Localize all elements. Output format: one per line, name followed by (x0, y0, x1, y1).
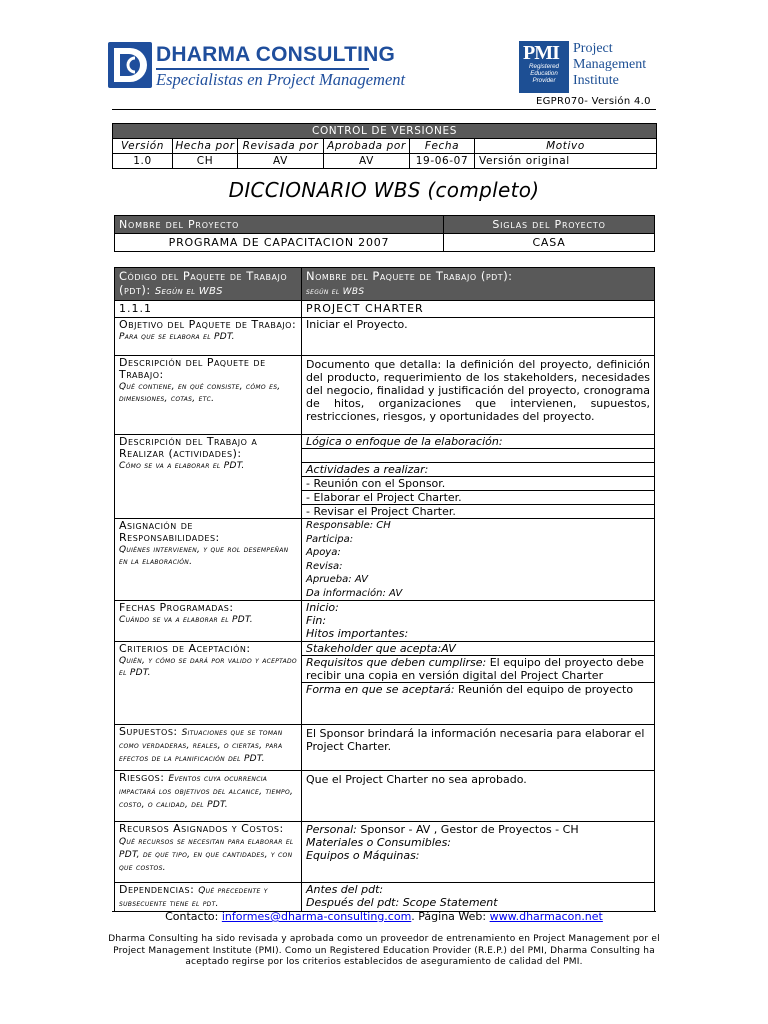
descripcion-label: Descripción del Paquete de Trabajo: (119, 356, 266, 381)
descripcion-value: Documento que detalla: la definición del proyecto, definición del producto, requerimiento de los stakeholders, necesidades del negocio, finalidad y justificación del proyecto, cronograma de hitos, organizaciones que intervienen, supuestos, restricciones, riesgos, y oportunidades del proyecto. (302, 356, 655, 435)
dependencias-label-cell (115, 883, 302, 912)
website-link[interactable]: www.dharmacon.net (489, 910, 603, 923)
wbs-code-header-sub: Según el WBS (154, 286, 223, 297)
dependencias-despues: Después del pdt: Scope Statement (306, 896, 498, 909)
version-header: Versión (113, 139, 173, 154)
fechas-desc: Cuándo se va a elaborar el PDT. (119, 615, 253, 625)
trabajo-label: Descripción del Trabajo a Realizar (actividades): (119, 435, 258, 460)
wbs-name-header-sub: según el WBS (306, 287, 365, 297)
criterios-forma-label: Forma en que se aceptará: (306, 683, 455, 696)
riesgos-value: Que el Project Charter no sea aprobado. (302, 771, 655, 822)
asignacion-desc: Quiénes intervienen, y que rol desempeñan en la elaboración. (119, 545, 289, 567)
wbs-code-header-label: Código del Paquete de Trabajo (pdt): (119, 269, 288, 297)
project-name-label: Nombre del Proyecto (115, 216, 444, 234)
fechas-label-cell (115, 601, 302, 642)
criterios-label: Criterios de Aceptación: (119, 642, 251, 655)
asignacion-label: Asignación de Responsabilidades: (119, 519, 220, 544)
asignacion-item: Responsable: CH (306, 520, 391, 531)
company-tagline: Especialistas en Project Management (156, 70, 406, 89)
recursos-label: Recursos Asignados y Costos: (119, 822, 284, 835)
criterios-stakeholder: Stakeholder que acepta:AV (302, 642, 654, 656)
dependencias-value-cell (302, 883, 655, 912)
asignacion-item: Apoya: (306, 547, 341, 558)
criterios-requisitos-value: El equipo del proyecto debe recibir una copia en versión digital del Project Charter (306, 656, 644, 682)
trabajo-item: - Reunión con el Sponsor. (302, 477, 654, 491)
criterios-value-cell (302, 642, 655, 725)
supuestos-label: Supuestos: (119, 725, 178, 738)
wbs-code-header (115, 268, 302, 301)
trabajo-value-cell (302, 435, 655, 519)
recursos-materiales: Materiales o Consumibles: (306, 836, 452, 849)
pmi-name-line: Institute (573, 73, 619, 88)
dependencias-antes: Antes del pdt: (306, 883, 384, 896)
trabajo-logica: Lógica o enfoque de la elaboración: (302, 435, 654, 449)
recursos-desc: Qué recursos se necesitan para elaborar el PDT, de que tipo, en que cantidades, y con que costos. (119, 837, 294, 873)
pmi-name (573, 41, 646, 89)
fechas-value-cell (302, 601, 655, 642)
trabajo-item: - Revisar el Project Charter. (306, 505, 456, 518)
objetivo-value: Iniciar el Proyecto. (302, 318, 655, 356)
dependencias-label: Dependencias: (119, 883, 195, 896)
recursos-personal-value: Sponsor - AV , Gestor de Proyectos - CH (356, 823, 579, 836)
pmi-name-line: Project (573, 41, 613, 56)
version-cell: Versión original (475, 154, 657, 169)
criterios-label-cell (115, 642, 302, 725)
version-header: Motivo (475, 139, 657, 154)
version-header: Hecha por (173, 139, 238, 154)
version-cell: AV (238, 154, 324, 169)
riesgos-label: Riesgos: (119, 771, 165, 784)
project-name: PROGRAMA DE CAPACITACION 2007 (115, 234, 444, 252)
wbs-name-header-label: Nombre del Paquete de Trabajo (pdt): (306, 269, 513, 283)
version-cell: 19-06-07 (410, 154, 475, 169)
version-control-table (112, 123, 657, 169)
version-header: Aprobada por (324, 139, 410, 154)
asignacion-label-cell (115, 519, 302, 601)
version-header: Fecha (410, 139, 475, 154)
version-control-title: CONTROL DE VERSIONES (113, 124, 657, 139)
pmi-logo (519, 41, 659, 93)
recursos-personal (306, 823, 650, 836)
criterios-requisitos (302, 656, 654, 683)
fechas-item: Inicio: (306, 601, 339, 614)
wbs-name: PROJECT CHARTER (302, 301, 655, 318)
pmi-name-line: Management (573, 57, 647, 72)
wbs-dictionary-table (114, 267, 655, 912)
fechas-item: Hitos importantes: (306, 627, 409, 640)
descripcion-label-cell (115, 356, 302, 435)
recursos-equipos: Equipos o Máquinas: (306, 849, 420, 862)
fechas-label: Fechas Programadas: (119, 601, 234, 614)
objetivo-label-cell (115, 318, 302, 356)
fechas-item: Fin: (306, 614, 327, 627)
company-name: DHARMA CONSULTING (156, 43, 396, 66)
criterios-requisitos-label: Requisitos que deben cumplirse: (306, 656, 487, 669)
objetivo-desc: Para que se elabora el PDT. (119, 332, 235, 342)
page-title: DICCIONARIO WBS (completo) (228, 178, 540, 202)
trabajo-actividades: Actividades a realizar: (302, 463, 654, 477)
web-label: . Página Web: (411, 910, 487, 923)
document-code: EGPR070- Versión 4.0 (536, 96, 651, 107)
riesgos-desc: Eventos cuya ocurrencia impactará los objetivos del alcance, tiempo, costo, o calidad, del PDT. (119, 774, 294, 810)
dependencias-desc: Qué precedente y subsecuente tiene el pdt. (119, 886, 268, 909)
trabajo-desc: Cómo se va a elaborar el PDT. (119, 461, 245, 471)
pmi-badge-text: Registered Education Provider (529, 63, 559, 84)
dharma-consulting-logo (108, 42, 406, 90)
header-divider (112, 109, 656, 110)
supuestos-label-cell (115, 725, 302, 771)
riesgos-label-cell (115, 771, 302, 822)
footer-disclaimer: Dharma Consulting ha sido revisada y aprobada como un proveedor de entrenamiento en Project Management por el Project Management Institute (PMI). Como un Registered Education Provider (R.E.P.) del PMI, Dharma Consulting ha aceptado regirse por los criterios establecidos de aseguramiento de calidad del PMI. (108, 934, 660, 967)
project-code-label: Siglas del Proyecto (444, 216, 655, 234)
footer-contact (0, 910, 768, 923)
version-cell: CH (173, 154, 238, 169)
asignacion-item: Aprueba: AV (306, 574, 368, 585)
supuestos-desc: Situaciones que se toman como verdaderas, reales, o ciertas, para efectos de la planificación del PDT. (119, 728, 283, 764)
objetivo-label: Objetivo del Paquete de Trabajo: (119, 318, 297, 331)
criterios-forma (302, 683, 654, 696)
trabajo-blank (302, 449, 654, 463)
recursos-value-cell (302, 822, 655, 883)
version-cell: AV (324, 154, 410, 169)
version-header: Revisada por (238, 139, 324, 154)
criterios-forma-value: Reunión del equipo de proyecto (454, 683, 634, 696)
pmi-mark: PMI (523, 42, 559, 64)
version-cell: 1.0 (113, 154, 173, 169)
wbs-code: 1.1.1 (115, 301, 302, 318)
asignacion-item: Revisa: (306, 560, 343, 572)
recursos-label-cell (115, 822, 302, 883)
asignacion-value-cell (302, 519, 655, 601)
contact-email-link[interactable]: informes@dharma-consulting.com (221, 910, 412, 923)
criterios-desc: Quién, y cómo se dará por valido y aceptado el PDT. (119, 656, 297, 678)
wbs-name-header (302, 268, 655, 301)
asignacion-item: Participa: (306, 533, 354, 545)
supuestos-value: El Sponsor brindará la información necesaria para elaborar el Project Charter. (302, 725, 655, 771)
recursos-personal-label: Personal: (306, 823, 357, 836)
trabajo-label-cell (115, 435, 302, 519)
pmi-badge (519, 41, 569, 93)
contact-label: Contacto: (165, 910, 219, 923)
dharma-logo-mark-icon (108, 42, 152, 88)
project-code: CASA (444, 234, 655, 252)
descripcion-desc: Qué contiene, en qué consiste, cómo es, dimensiones, cotas, etc. (119, 382, 281, 404)
project-table (114, 215, 655, 252)
asignacion-item: Da información: AV (306, 587, 403, 599)
trabajo-item: - Elaborar el Project Charter. (302, 491, 654, 505)
